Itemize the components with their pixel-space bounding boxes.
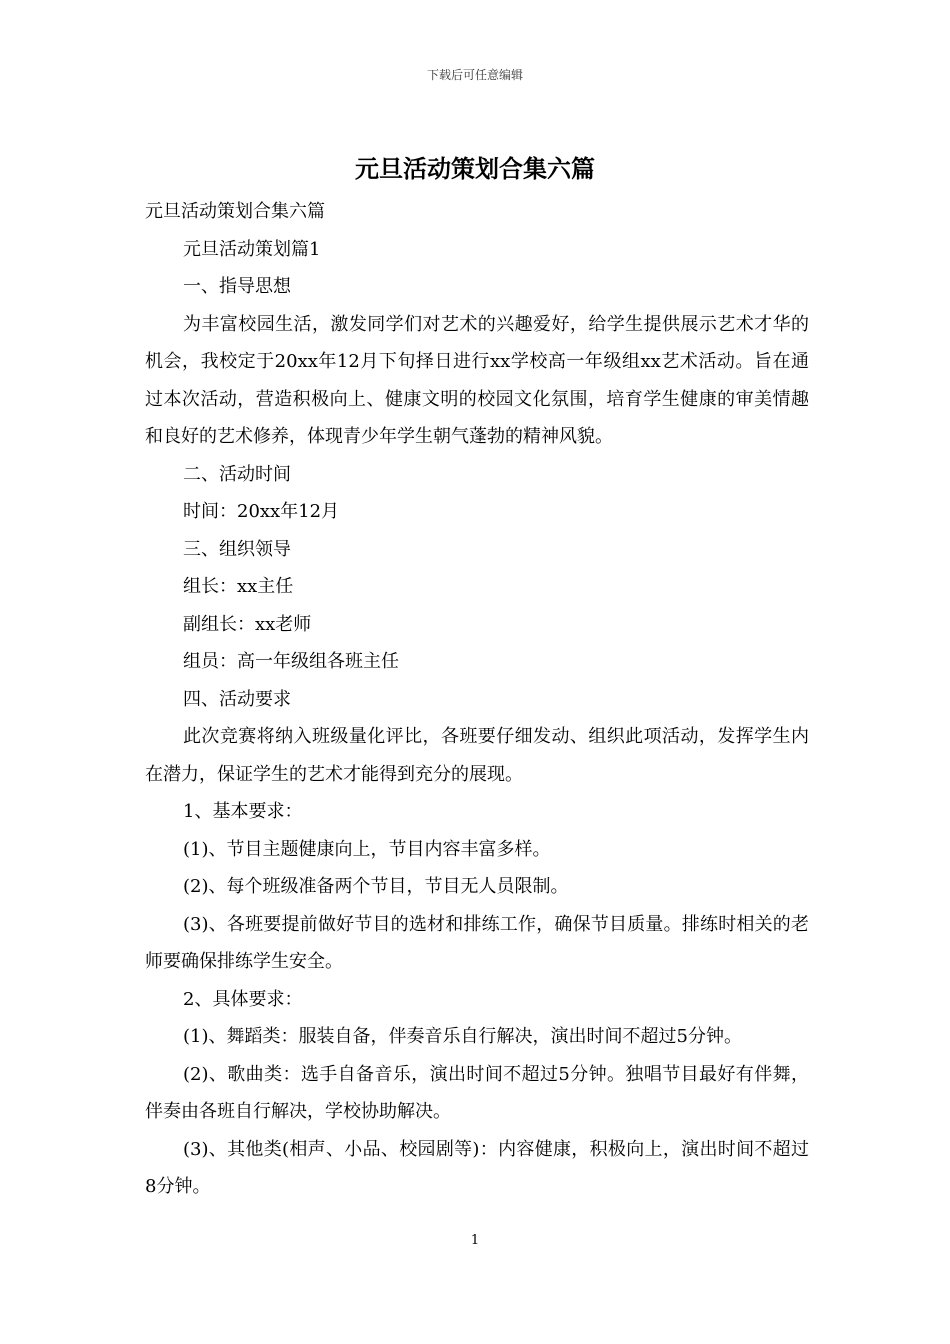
paragraph-basic-requirement-1: (1)、节目主题健康向上，节目内容丰富多样。 [183, 838, 551, 860]
paragraph-section-heading: 元旦活动策划篇1 [183, 238, 321, 260]
paragraph-requirements-body: 此次竞赛将纳入班级量化评比，各班要仔细发动、组织此项活动，发挥学生内在潜力，保证学生的艺术才能得到充分的展现。 [145, 726, 809, 785]
paragraph-basic-requirement-2: (2)、每个班级准备两个节目，节目无人员限制。 [183, 876, 569, 897]
paragraph-activity-time: 时间：20xx年12月 [183, 501, 340, 522]
document-title: 元旦活动策划合集六篇 [355, 154, 595, 183]
paragraph-heading-organization: 三、组织领导 [183, 538, 291, 560]
paragraph-specific-requirement-2: (2)、歌曲类：选手自备音乐，演出时间不超过5分钟。独唱节目最好有伴舞，伴奏由各班自行解决，学校协助解决。 [145, 1063, 809, 1122]
paragraph-specific-requirements-heading: 2、具体要求： [183, 988, 303, 1010]
paragraph-members: 组员：高一年级组各班主任 [183, 651, 399, 672]
paragraph-specific-requirement-3: (3)、其他类(相声、小品、校园剧等)：内容健康，积极向上，演出时间不超过8分钟。 [145, 1138, 809, 1197]
paragraph-group-leader: 组长：xx主任 [183, 576, 294, 597]
paragraph-basic-requirements-heading: 1、基本要求： [183, 801, 303, 822]
paragraph-basic-requirement-3: (3)、各班要提前做好节目的选材和排练工作，确保节目质量。排练时相关的老师要确保排练学生安全。 [145, 913, 809, 972]
paragraph-specific-requirement-1: (1)、舞蹈类：服装自备，伴奏音乐自行解决，演出时间不超过5分钟。 [183, 1026, 742, 1047]
document-body [145, 193, 809, 1206]
paragraph-subtitle: 元旦活动策划合集六篇 [145, 201, 325, 222]
paragraph-heading-guiding-thought: 一、指导思想 [183, 276, 291, 297]
page-number: 1 [470, 1233, 480, 1248]
paragraph-guiding-thought-body: 为丰富校园生活，激发同学们对艺术的兴趣爱好，给学生提供展示艺术才华的机会，我校定于20xx年12月下旬择日进行xx学校高一年级组xx艺术活动。旨在通过本次活动，营造积极向上、健康文明的校园文化氛围，培育学生健康的审美情趣和良好的艺术修养，体现青少年学生朝气蓬勃的精神风貌。 [145, 313, 809, 447]
paragraph-heading-activity-time: 二、活动时间 [183, 463, 291, 485]
page-header-note: 下载后可任意编辑 [426, 68, 523, 82]
paragraph-deputy-leader: 副组长：xx老师 [183, 613, 312, 635]
paragraph-heading-requirements: 四、活动要求 [183, 688, 291, 710]
